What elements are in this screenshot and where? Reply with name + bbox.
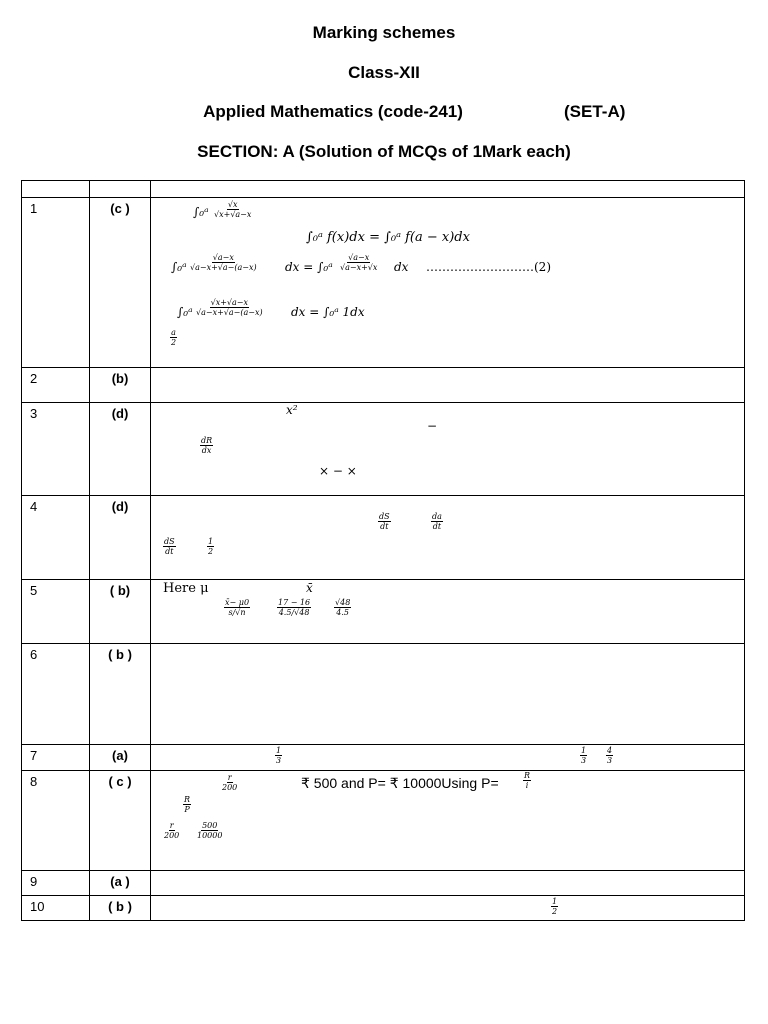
fraction: $\frac{a}{2}$ <box>171 328 177 348</box>
fraction: $\frac{√48}{4.5}$ <box>335 598 351 618</box>
row-number: 7 <box>22 745 90 771</box>
row-solution <box>151 771 745 871</box>
row-solution <box>151 403 745 496</box>
fraction: $\frac{√x}{√x+√a-x}$ <box>214 200 252 220</box>
row-solution <box>151 198 745 368</box>
table-row <box>22 368 745 403</box>
fraction: $\frac{500}{10000}$ <box>197 821 223 841</box>
table-row <box>22 871 745 896</box>
equation-reference: ………………………(2) <box>426 260 551 274</box>
row-answer: ( b ) <box>90 644 151 745</box>
fraction: $\frac{4}{3}$ <box>607 746 613 766</box>
row-number: 2 <box>22 368 90 403</box>
row-answer: (a) <box>90 745 151 771</box>
subject-label: Applied Mathematics (code-241) <box>203 102 463 121</box>
row-number: 4 <box>22 496 90 580</box>
interest-statement: ₹ 500 and P= ₹ 10000Using P= <box>301 775 499 791</box>
row-number: 3 <box>22 403 90 496</box>
row-solution <box>151 580 745 644</box>
fraction: $\frac{dS}{dt}$ <box>379 512 390 532</box>
math-symbol: − <box>427 419 438 433</box>
table-row <box>22 198 745 368</box>
row-number: 1 <box>22 198 90 368</box>
row-solution <box>151 644 745 745</box>
answer-table <box>21 180 745 921</box>
fraction: $\frac{√a-x}{√a-x+√a-(a-x)}$ <box>190 253 257 273</box>
table-row <box>22 496 745 580</box>
fraction: $\frac{dS}{dt}$ <box>164 537 175 557</box>
row-answer: ( c ) <box>90 771 151 871</box>
row-number: 10 <box>22 896 90 921</box>
text-here: Here μ <box>163 581 209 596</box>
equation-part: dx = ∫₀ᵃ 1dx <box>291 305 365 319</box>
row-answer: ( b) <box>90 580 151 644</box>
table-row <box>22 771 745 871</box>
table-row <box>22 580 745 644</box>
equation-part: dx = ∫₀ᵃ <box>285 260 333 274</box>
row-number: 5 <box>22 580 90 644</box>
set-label: (SET-A) <box>564 102 626 121</box>
fraction: $\frac{√a-x}{√a-x+√x}$ <box>340 253 378 273</box>
row-number <box>22 181 90 198</box>
math-expression: x² <box>286 403 298 417</box>
fraction: $\frac{1}{3}$ <box>581 746 587 766</box>
table-row <box>22 644 745 745</box>
row-solution <box>151 368 745 403</box>
row-answer: (d) <box>90 496 151 580</box>
table-row <box>22 403 745 496</box>
integral-sign: ∫₀ᵃ <box>177 305 193 319</box>
integral-sign: ∫₀ᵃ <box>193 205 209 219</box>
fraction: $\frac{1}{3}$ <box>276 746 282 766</box>
fraction: $\frac{da}{dt}$ <box>432 512 442 532</box>
row-number: 6 <box>22 644 90 745</box>
property-formula: ∫₀ᵃ f(x)dx = ∫₀ᵃ f(a − x)dx <box>306 230 470 245</box>
row-solution <box>151 496 745 580</box>
row-answer <box>90 181 151 198</box>
row-number: 8 <box>22 771 90 871</box>
section-title: SECTION: A (Solution of MCQs of 1Mark each) <box>197 142 571 161</box>
row-solution <box>151 871 745 896</box>
fraction: $\frac{dR}{dx}$ <box>201 436 213 456</box>
table-row <box>22 745 745 771</box>
table-row <box>22 896 745 921</box>
row-answer: (b) <box>90 368 151 403</box>
document-title: Marking schemes <box>312 23 456 42</box>
row-solution <box>151 896 745 921</box>
fraction: $\frac{x̄- \mu 0}{s/√n}$ <box>225 598 250 618</box>
row-answer: ( b ) <box>90 896 151 921</box>
class-label: Class-XII <box>348 63 420 82</box>
fraction: $\frac{1}{2}$ <box>552 897 558 917</box>
row-answer: (d) <box>90 403 151 496</box>
fraction: $\frac{R}{P}$ <box>184 795 191 815</box>
fraction: $\frac{r}{200}$ <box>164 821 180 841</box>
fraction: $\frac{1}{2}$ <box>208 537 214 557</box>
math-symbol: x̄ <box>306 581 313 595</box>
fraction: $\frac{r}{200}$ <box>222 773 238 793</box>
row-number: 9 <box>22 871 90 896</box>
fraction: $\frac{17 - 16}{4.5/√48}$ <box>278 598 311 618</box>
fraction: $\frac{√x+√a-x}{√a-x+√a-(a-x)}$ <box>196 298 263 318</box>
table-row <box>22 181 745 198</box>
equation-part: dx <box>394 260 409 274</box>
math-symbols: × − × <box>319 464 357 478</box>
row-solution <box>151 745 745 771</box>
row-answer: (a ) <box>90 871 151 896</box>
integral-sign: ∫₀ᵃ <box>171 260 187 274</box>
row-solution <box>151 181 745 198</box>
row-answer: (c ) <box>90 198 151 368</box>
fraction: $\frac{R}{i}$ <box>524 771 531 791</box>
